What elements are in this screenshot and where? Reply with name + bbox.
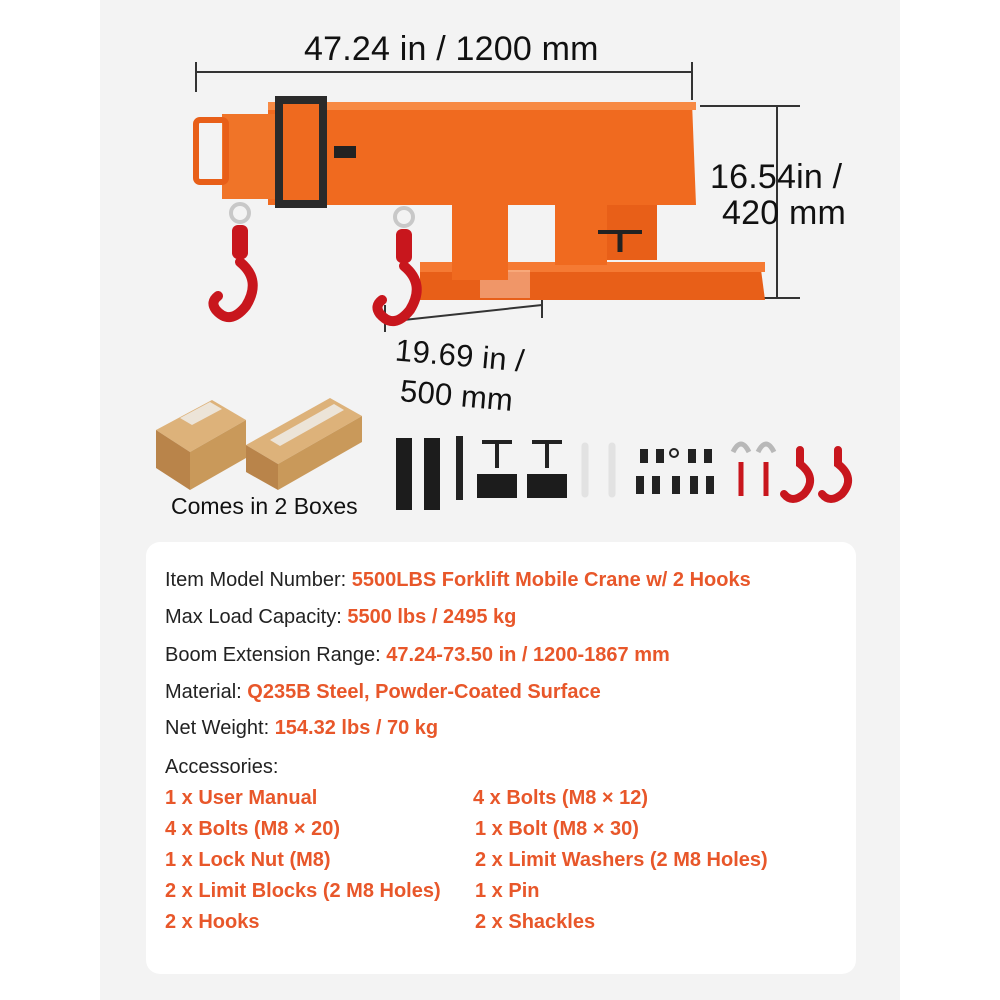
spec-boom-extension — [165, 644, 670, 667]
limit-block-icon — [477, 442, 567, 498]
accessory-item: 2 x Limit Blocks (2 M8 Holes) — [165, 880, 441, 902]
spec-label: Material: — [165, 681, 242, 703]
accessory-item: 2 x Hooks — [165, 911, 260, 933]
spec-load-capacity — [165, 606, 516, 629]
bolts-icon — [636, 449, 714, 494]
limit-washer-icon — [396, 438, 440, 510]
spec-label: Boom Extension Range: — [165, 644, 381, 666]
spec-label: Max Load Capacity: — [165, 606, 342, 628]
accessory-item: 1 x Lock Nut (M8) — [165, 849, 331, 871]
accessory-item: 1 x User Manual — [165, 787, 318, 809]
spec-label: Net Weight: — [165, 717, 270, 739]
spec-value: 154.32 lbs / 70 kg — [274, 717, 439, 739]
crane-hook-right — [377, 208, 416, 321]
accessory-item: 4 x Bolts (M8 × 12) — [473, 787, 649, 809]
spec-label: Item Model Number: — [165, 569, 347, 591]
hook-accessory-icon — [784, 450, 848, 499]
spec-model — [165, 569, 751, 592]
spec-material — [165, 681, 601, 704]
height-dimension-label-line1: 16.54in / — [710, 158, 843, 196]
accessories-heading: Accessories: — [165, 756, 279, 778]
depth-dimension-label-line1: 19.69 in / — [393, 332, 526, 379]
forklift-crane — [196, 96, 765, 300]
shipping-box-2 — [246, 398, 362, 490]
height-dimension-label-line2: 420 mm — [722, 194, 847, 232]
spec-card — [146, 542, 856, 974]
pin-icon — [456, 436, 463, 500]
shipping-box-1 — [156, 400, 246, 490]
crane-hook-left — [213, 204, 252, 317]
accessory-item: 1 x Pin — [475, 880, 540, 902]
width-dimension-label: 47.24 in / 1200 mm — [304, 30, 599, 68]
accessory-item: 2 x Shackles — [475, 911, 596, 933]
spec-value: 5500LBS Forklift Mobile Crane w/ 2 Hooks — [351, 569, 751, 591]
accessory-item: 4 x Bolts (M8 × 20) — [165, 818, 341, 840]
shackle-icon — [733, 444, 774, 496]
accessory-parts — [396, 436, 848, 510]
accessory-item: 2 x Limit Washers (2 M8 Holes) — [475, 849, 768, 871]
spec-value: 47.24-73.50 in / 1200-1867 mm — [386, 644, 670, 666]
spec-value: 5500 lbs / 2495 kg — [347, 606, 517, 628]
spec-value: Q235B Steel, Powder-Coated Surface — [247, 681, 601, 703]
depth-dimension-label-line2: 500 mm — [398, 373, 515, 418]
boxes-caption: Comes in 2 Boxes — [171, 493, 358, 519]
wrench-icon — [585, 446, 612, 494]
accessory-item: 1 x Bolt (M8 × 30) — [475, 818, 639, 840]
spec-net-weight — [165, 717, 438, 740]
